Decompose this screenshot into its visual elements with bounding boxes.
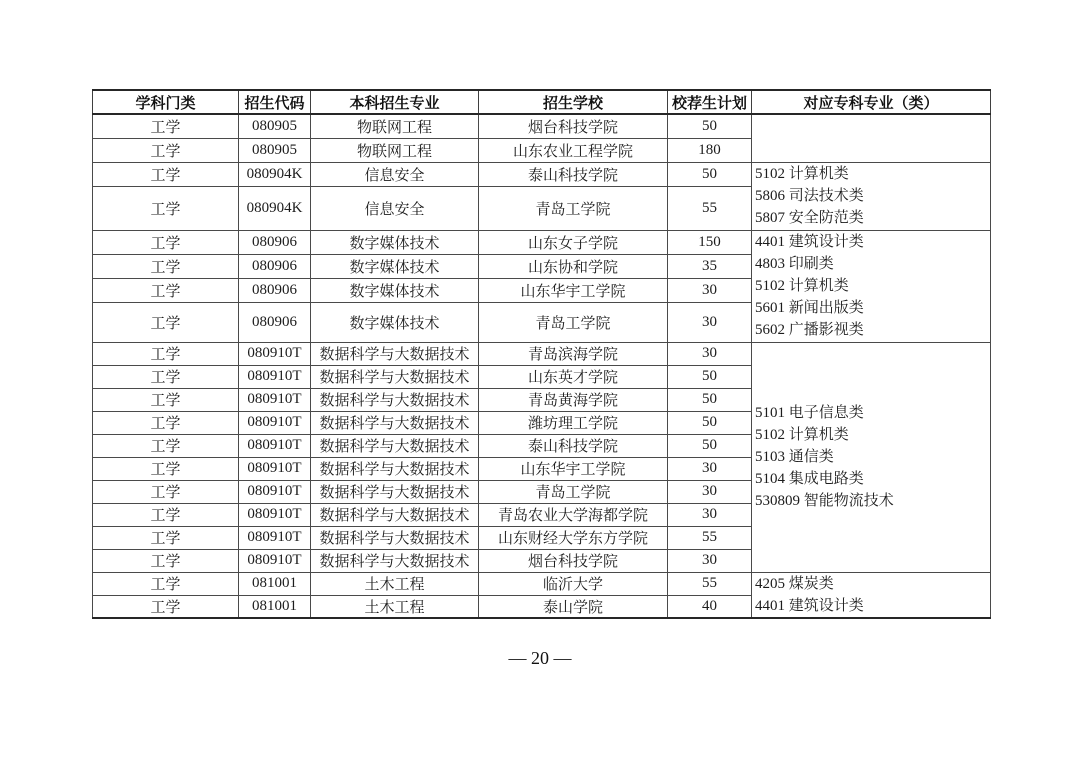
cell-code: 080910T [239, 549, 311, 572]
cell-school: 山东华宇工学院 [479, 278, 668, 302]
cell-corresponding-majors [752, 572, 991, 618]
table-row [93, 230, 991, 254]
table-row [93, 114, 991, 138]
cell-school: 临沂大学 [479, 572, 668, 595]
cell-plan: 30 [668, 278, 752, 302]
cell-category: 工学 [93, 480, 239, 503]
cell-school: 潍坊理工学院 [479, 411, 668, 434]
table-row [93, 162, 991, 186]
cell-major: 数据科学与大数据技术 [311, 526, 479, 549]
cell-code: 080910T [239, 526, 311, 549]
table-row [93, 572, 991, 595]
spec-line: 5807 安全防范类 [755, 210, 864, 226]
cell-school: 泰山科技学院 [479, 162, 668, 186]
cell-school: 山东农业工程学院 [479, 138, 668, 162]
cell-category: 工学 [93, 278, 239, 302]
cell-corresponding-majors [752, 342, 991, 572]
cell-major: 物联网工程 [311, 114, 479, 138]
cell-major: 土木工程 [311, 595, 479, 618]
cell-category: 工学 [93, 186, 239, 230]
cell-code: 080906 [239, 278, 311, 302]
cell-major: 信息安全 [311, 186, 479, 230]
cell-major: 数据科学与大数据技术 [311, 434, 479, 457]
cell-major: 数据科学与大数据技术 [311, 457, 479, 480]
spec-line: 5602 广播影视类 [755, 322, 864, 338]
table-row [93, 342, 991, 365]
cell-code: 081001 [239, 595, 311, 618]
cell-category: 工学 [93, 230, 239, 254]
cell-code: 080905 [239, 114, 311, 138]
cell-category: 工学 [93, 434, 239, 457]
cell-category: 工学 [93, 254, 239, 278]
cell-corresponding-majors [752, 162, 991, 230]
cell-school: 烟台科技学院 [479, 114, 668, 138]
column-header-code: 招生代码 [239, 90, 311, 114]
cell-plan: 150 [668, 230, 752, 254]
column-header-category: 学科门类 [93, 90, 239, 114]
cell-plan: 55 [668, 186, 752, 230]
cell-major: 数据科学与大数据技术 [311, 503, 479, 526]
cell-plan: 50 [668, 388, 752, 411]
cell-school: 青岛工学院 [479, 302, 668, 342]
cell-plan: 55 [668, 572, 752, 595]
cell-major: 信息安全 [311, 162, 479, 186]
admissions-table [92, 89, 991, 619]
cell-plan: 50 [668, 411, 752, 434]
cell-category: 工学 [93, 388, 239, 411]
spec-line: 4401 建筑设计类 [755, 597, 864, 614]
page-number: — 20 — [508, 648, 572, 668]
spec-line: 5103 通信类 [755, 449, 834, 465]
spec-line: 5601 新闻出版类 [755, 300, 864, 316]
column-header-plan: 校荐生计划 [668, 90, 752, 114]
cell-category: 工学 [93, 549, 239, 572]
cell-school: 泰山科技学院 [479, 434, 668, 457]
cell-code: 080910T [239, 480, 311, 503]
cell-plan: 30 [668, 503, 752, 526]
cell-plan: 30 [668, 480, 752, 503]
cell-code: 080906 [239, 302, 311, 342]
cell-corresponding-majors [752, 114, 991, 162]
cell-plan: 35 [668, 254, 752, 278]
cell-plan: 180 [668, 138, 752, 162]
cell-major: 数据科学与大数据技术 [311, 549, 479, 572]
cell-major: 数字媒体技术 [311, 254, 479, 278]
cell-code: 080910T [239, 503, 311, 526]
cell-school: 泰山学院 [479, 595, 668, 618]
cell-code: 080910T [239, 365, 311, 388]
cell-major: 数据科学与大数据技术 [311, 365, 479, 388]
cell-category: 工学 [93, 114, 239, 138]
spec-line: 5102 计算机类 [755, 166, 849, 182]
cell-plan: 30 [668, 342, 752, 365]
cell-category: 工学 [93, 342, 239, 365]
cell-school: 青岛农业大学海都学院 [479, 503, 668, 526]
cell-plan: 30 [668, 549, 752, 572]
cell-plan: 30 [668, 457, 752, 480]
cell-category: 工学 [93, 595, 239, 618]
cell-code: 080910T [239, 388, 311, 411]
cell-plan: 40 [668, 595, 752, 618]
cell-plan: 50 [668, 114, 752, 138]
cell-plan: 50 [668, 365, 752, 388]
cell-school: 山东女子学院 [479, 230, 668, 254]
cell-major: 数字媒体技术 [311, 278, 479, 302]
cell-category: 工学 [93, 526, 239, 549]
cell-plan: 50 [668, 162, 752, 186]
cell-code: 080906 [239, 230, 311, 254]
cell-school: 山东英才学院 [479, 365, 668, 388]
cell-plan: 30 [668, 302, 752, 342]
cell-major: 数字媒体技术 [311, 230, 479, 254]
cell-plan: 50 [668, 434, 752, 457]
cell-school: 山东协和学院 [479, 254, 668, 278]
spec-line: 5102 计算机类 [755, 278, 849, 294]
cell-category: 工学 [93, 162, 239, 186]
column-header-major: 本科招生专业 [311, 90, 479, 114]
spec-line: 4803 印刷类 [755, 256, 834, 272]
cell-major: 数据科学与大数据技术 [311, 342, 479, 365]
cell-category: 工学 [93, 411, 239, 434]
cell-category: 工学 [93, 365, 239, 388]
cell-code: 080904K [239, 162, 311, 186]
cell-major: 数字媒体技术 [311, 302, 479, 342]
spec-line: 4205 煤炭类 [755, 575, 834, 592]
cell-school: 青岛黄海学院 [479, 388, 668, 411]
cell-category: 工学 [93, 138, 239, 162]
cell-major: 土木工程 [311, 572, 479, 595]
cell-category: 工学 [93, 302, 239, 342]
document-page [92, 89, 991, 619]
cell-code: 080910T [239, 342, 311, 365]
spec-line: 5806 司法技术类 [755, 188, 864, 204]
cell-code: 080910T [239, 434, 311, 457]
cell-major: 数据科学与大数据技术 [311, 411, 479, 434]
cell-school: 青岛工学院 [479, 480, 668, 503]
cell-code: 080910T [239, 457, 311, 480]
spec-line: 4401 建筑设计类 [755, 234, 864, 250]
cell-category: 工学 [93, 503, 239, 526]
table-body [93, 114, 991, 618]
column-header-school: 招生学校 [479, 90, 668, 114]
cell-major: 物联网工程 [311, 138, 479, 162]
cell-category: 工学 [93, 572, 239, 595]
cell-code: 080904K [239, 186, 311, 230]
cell-school: 烟台科技学院 [479, 549, 668, 572]
cell-code: 080906 [239, 254, 311, 278]
spec-line: 530809 智能物流技术 [755, 493, 894, 509]
spec-line: 5104 集成电路类 [755, 471, 864, 487]
cell-school: 青岛滨海学院 [479, 342, 668, 365]
cell-code: 080910T [239, 411, 311, 434]
spec-line: 5102 计算机类 [755, 427, 849, 443]
spec-line: 5101 电子信息类 [755, 405, 864, 421]
table-header-row [93, 90, 991, 114]
cell-plan: 55 [668, 526, 752, 549]
cell-corresponding-majors [752, 230, 991, 342]
column-header-corresponding-majors: 对应专科专业（类） [752, 90, 991, 114]
cell-code: 081001 [239, 572, 311, 595]
cell-code: 080905 [239, 138, 311, 162]
cell-school: 青岛工学院 [479, 186, 668, 230]
cell-school: 山东华宇工学院 [479, 457, 668, 480]
cell-category: 工学 [93, 457, 239, 480]
cell-major: 数据科学与大数据技术 [311, 388, 479, 411]
cell-school: 山东财经大学东方学院 [479, 526, 668, 549]
cell-major: 数据科学与大数据技术 [311, 480, 479, 503]
